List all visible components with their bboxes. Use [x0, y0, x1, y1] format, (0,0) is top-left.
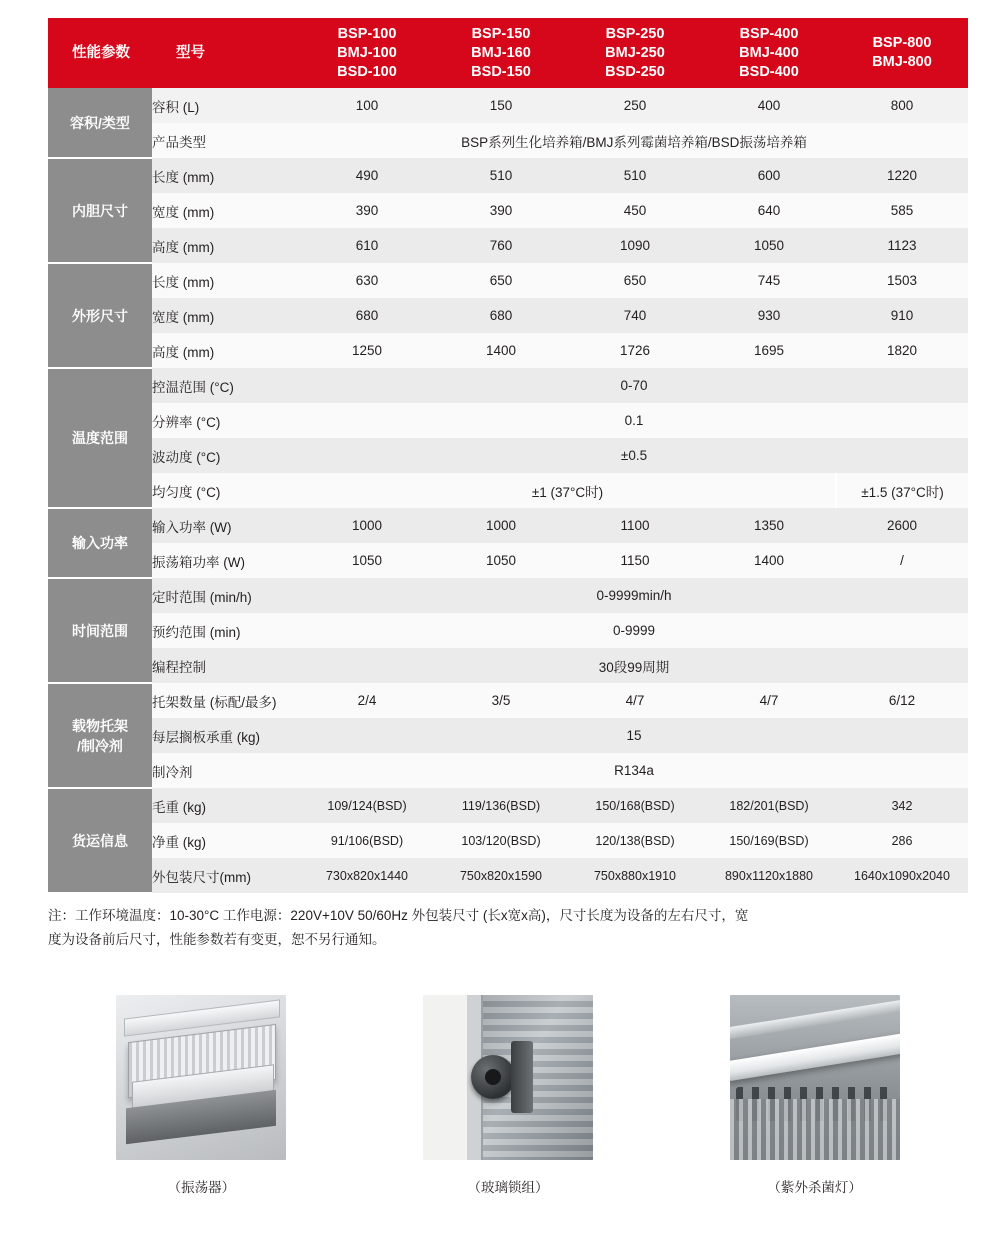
cell-value: 1726	[568, 333, 702, 368]
header-model-label	[152, 18, 300, 88]
table-row	[48, 823, 968, 858]
table-row	[48, 368, 968, 403]
group-label-line2: /制冷剂	[77, 737, 123, 754]
cell-value: 1250	[300, 333, 434, 368]
param-label: 高度 (mm)	[152, 228, 300, 263]
group-label-outer-size: 外形尺寸	[48, 263, 152, 368]
header-model-col-3: BSP-250 BMJ-250 BSD-250	[568, 18, 702, 88]
cell-value: 730x820x1440	[300, 858, 434, 893]
table-row	[48, 333, 968, 368]
cell-value: 585	[836, 193, 968, 228]
param-label: 每层搁板承重 (kg)	[152, 718, 300, 753]
cell-value: 1400	[702, 543, 836, 578]
specification-table	[48, 18, 968, 894]
param-label: 净重 (kg)	[152, 823, 300, 858]
cell-value: 4/7	[702, 683, 836, 718]
lock-keyhole-shape	[485, 1069, 501, 1085]
cell-value: 1000	[434, 508, 568, 543]
table-row	[48, 263, 968, 298]
cell-value: 1050	[300, 543, 434, 578]
param-label: 产品类型	[152, 123, 300, 158]
cell-value: 930	[702, 298, 836, 333]
cell-value: 1050	[702, 228, 836, 263]
cell-value: 1350	[702, 508, 836, 543]
cell-value: 1640x1090x2040	[836, 858, 968, 893]
cell-value: 400	[702, 88, 836, 123]
table-row	[48, 438, 968, 473]
cell-value: 1150	[568, 543, 702, 578]
shaker-photo	[116, 995, 286, 1160]
photo-caption: （玻璃锁组）	[467, 1180, 549, 1195]
table-row	[48, 613, 968, 648]
cell-value: 119/136(BSD)	[434, 788, 568, 823]
photo-cell-shaker	[71, 995, 331, 1196]
group-label-power: 输入功率	[48, 508, 152, 578]
cell-value: 650	[568, 263, 702, 298]
param-label: 编程控制	[152, 648, 300, 683]
cell-value: 1220	[836, 158, 968, 193]
table-row	[48, 753, 968, 788]
header-model-col-1: BSP-100 BMJ-100 BSD-100	[300, 18, 434, 88]
param-label: 毛重 (kg)	[152, 788, 300, 823]
cell-value: 800	[836, 88, 968, 123]
cell-value-span: 30段99周期	[300, 648, 968, 683]
table-row	[48, 683, 968, 718]
table-row	[48, 788, 968, 823]
footnote-line-2: 度为设备前后尺寸，性能参数若有变更，恕不另行通知。	[48, 932, 386, 947]
param-label: 控温范围 (°C)	[152, 368, 300, 403]
cell-value: 1000	[300, 508, 434, 543]
table-row	[48, 543, 968, 578]
table-header-row	[48, 18, 968, 88]
cell-value: 2/4	[300, 683, 434, 718]
cell-value: 1400	[434, 333, 568, 368]
table-row	[48, 193, 968, 228]
cell-value: 650	[434, 263, 568, 298]
photo-strip	[48, 995, 968, 1196]
table-row	[48, 88, 968, 123]
cell-value: 103/120(BSD)	[434, 823, 568, 858]
cell-value: 390	[434, 193, 568, 228]
table-row	[48, 508, 968, 543]
cell-value: 600	[702, 158, 836, 193]
cell-value: 250	[568, 88, 702, 123]
footnote	[48, 904, 953, 952]
cell-value-uniformity-1: ±1 (37°C时)	[300, 473, 836, 508]
group-label-shipping: 货运信息	[48, 788, 152, 893]
table-row	[48, 718, 968, 753]
cell-value: 750x880x1910	[568, 858, 702, 893]
cell-value-span: 0.1	[300, 403, 968, 438]
cell-value: 490	[300, 158, 434, 193]
table-row	[48, 578, 968, 613]
param-label: 托架数量 (标配/最多)	[152, 683, 300, 718]
cell-value: 630	[300, 263, 434, 298]
cell-value: 120/138(BSD)	[568, 823, 702, 858]
param-label: 均匀度 (°C)	[152, 473, 300, 508]
param-label: 分辨率 (°C)	[152, 403, 300, 438]
header-param-text: 性能参数	[72, 44, 130, 61]
param-label: 长度 (mm)	[152, 263, 300, 298]
header-model-text: 型号	[176, 44, 205, 61]
cell-value: 2600	[836, 508, 968, 543]
cell-value: 4/7	[568, 683, 702, 718]
cell-value: 890x1120x1880	[702, 858, 836, 893]
cell-value: 1050	[434, 543, 568, 578]
cell-value-span: R134a	[300, 753, 968, 788]
cell-value: 510	[434, 158, 568, 193]
param-label: 长度 (mm)	[152, 158, 300, 193]
group-label-time: 时间范围	[48, 578, 152, 683]
cell-value: 1090	[568, 228, 702, 263]
glass-lock-photo	[423, 995, 593, 1160]
photo-caption: （紫外杀菌灯）	[767, 1180, 862, 1195]
header-param-label	[48, 18, 152, 88]
table-row	[48, 858, 968, 893]
param-label: 预约范围 (min)	[152, 613, 300, 648]
cell-value: 760	[434, 228, 568, 263]
group-label-volume: 容积/类型	[48, 88, 152, 158]
cell-value: 910	[836, 298, 968, 333]
param-label: 宽度 (mm)	[152, 298, 300, 333]
param-label: 高度 (mm)	[152, 333, 300, 368]
photo-caption: （振荡器）	[167, 1180, 236, 1195]
cell-value-span: 0-9999min/h	[300, 578, 968, 613]
cell-value: 510	[568, 158, 702, 193]
cell-value-span: 0-70	[300, 368, 968, 403]
cell-value: 680	[300, 298, 434, 333]
param-label: 外包装尺寸(mm)	[152, 858, 300, 893]
cell-value: 150	[434, 88, 568, 123]
param-label: 制冷剂	[152, 753, 300, 788]
cell-value: 100	[300, 88, 434, 123]
cell-value-span: BSP系列生化培养箱/BMJ系列霉菌培养箱/BSD振荡培养箱	[300, 123, 968, 158]
header-model-col-5: BSP-800 BMJ-800	[836, 18, 968, 88]
cell-value: 91/106(BSD)	[300, 823, 434, 858]
cell-value: 745	[702, 263, 836, 298]
table-row	[48, 403, 968, 438]
cell-value: 342	[836, 788, 968, 823]
cell-value: 3/5	[434, 683, 568, 718]
cell-value-span: 15	[300, 718, 968, 753]
cell-value: 182/201(BSD)	[702, 788, 836, 823]
table-row	[48, 158, 968, 193]
group-label-inner-size: 内胆尺寸	[48, 158, 152, 263]
cell-value: 109/124(BSD)	[300, 788, 434, 823]
cell-value: 150/168(BSD)	[568, 788, 702, 823]
cell-value: 680	[434, 298, 568, 333]
cell-value: 450	[568, 193, 702, 228]
cell-value: 1503	[836, 263, 968, 298]
table-row	[48, 648, 968, 683]
cell-value: 750x820x1590	[434, 858, 568, 893]
uv-tube-shape	[730, 1032, 900, 1082]
cell-value: 1100	[568, 508, 702, 543]
cell-value: /	[836, 543, 968, 578]
photo-cell-glass-lock	[378, 995, 638, 1196]
cell-value: 610	[300, 228, 434, 263]
param-label: 容积 (L)	[152, 88, 300, 123]
cell-value: 1695	[702, 333, 836, 368]
cell-value: 150/169(BSD)	[702, 823, 836, 858]
param-label: 宽度 (mm)	[152, 193, 300, 228]
cell-value: 6/12	[836, 683, 968, 718]
table-row	[48, 473, 968, 508]
shelf-bar-shape	[730, 998, 900, 1040]
header-model-col-4: BSP-400 BMJ-400 BSD-400	[702, 18, 836, 88]
table-row	[48, 123, 968, 158]
uv-lamp-photo	[730, 995, 900, 1160]
cell-value-span: 0-9999	[300, 613, 968, 648]
group-label-line1: 载物托架	[72, 717, 128, 734]
cell-value: 390	[300, 193, 434, 228]
param-label: 输入功率 (W)	[152, 508, 300, 543]
footnote-line-1: 注：工作环境温度：10-30°C 工作电源：220V+10V 50/60Hz 外包装尺寸 (长x宽x高)，尺寸长度为设备的左右尺寸，宽	[48, 908, 749, 923]
cell-value: 286	[836, 823, 968, 858]
cell-value-span: ±0.5	[300, 438, 968, 473]
param-label: 振荡箱功率 (W)	[152, 543, 300, 578]
header-model-col-2: BSP-150 BMJ-160 BSD-150	[434, 18, 568, 88]
cell-value: 1820	[836, 333, 968, 368]
cell-value: 740	[568, 298, 702, 333]
cell-value: 1123	[836, 228, 968, 263]
table-row	[48, 298, 968, 333]
cell-value-uniformity-2: ±1.5 (37°C时)	[836, 473, 968, 508]
photo-cell-uv-lamp	[685, 995, 945, 1196]
group-label-temperature: 温度范围	[48, 368, 152, 508]
cell-value: 640	[702, 193, 836, 228]
param-label: 波动度 (°C)	[152, 438, 300, 473]
group-label-tray-refrigerant	[48, 683, 152, 788]
shelf-grid-shape	[730, 1099, 900, 1160]
door-handle-shape	[511, 1041, 533, 1113]
table-row	[48, 228, 968, 263]
param-label: 定时范围 (min/h)	[152, 578, 300, 613]
